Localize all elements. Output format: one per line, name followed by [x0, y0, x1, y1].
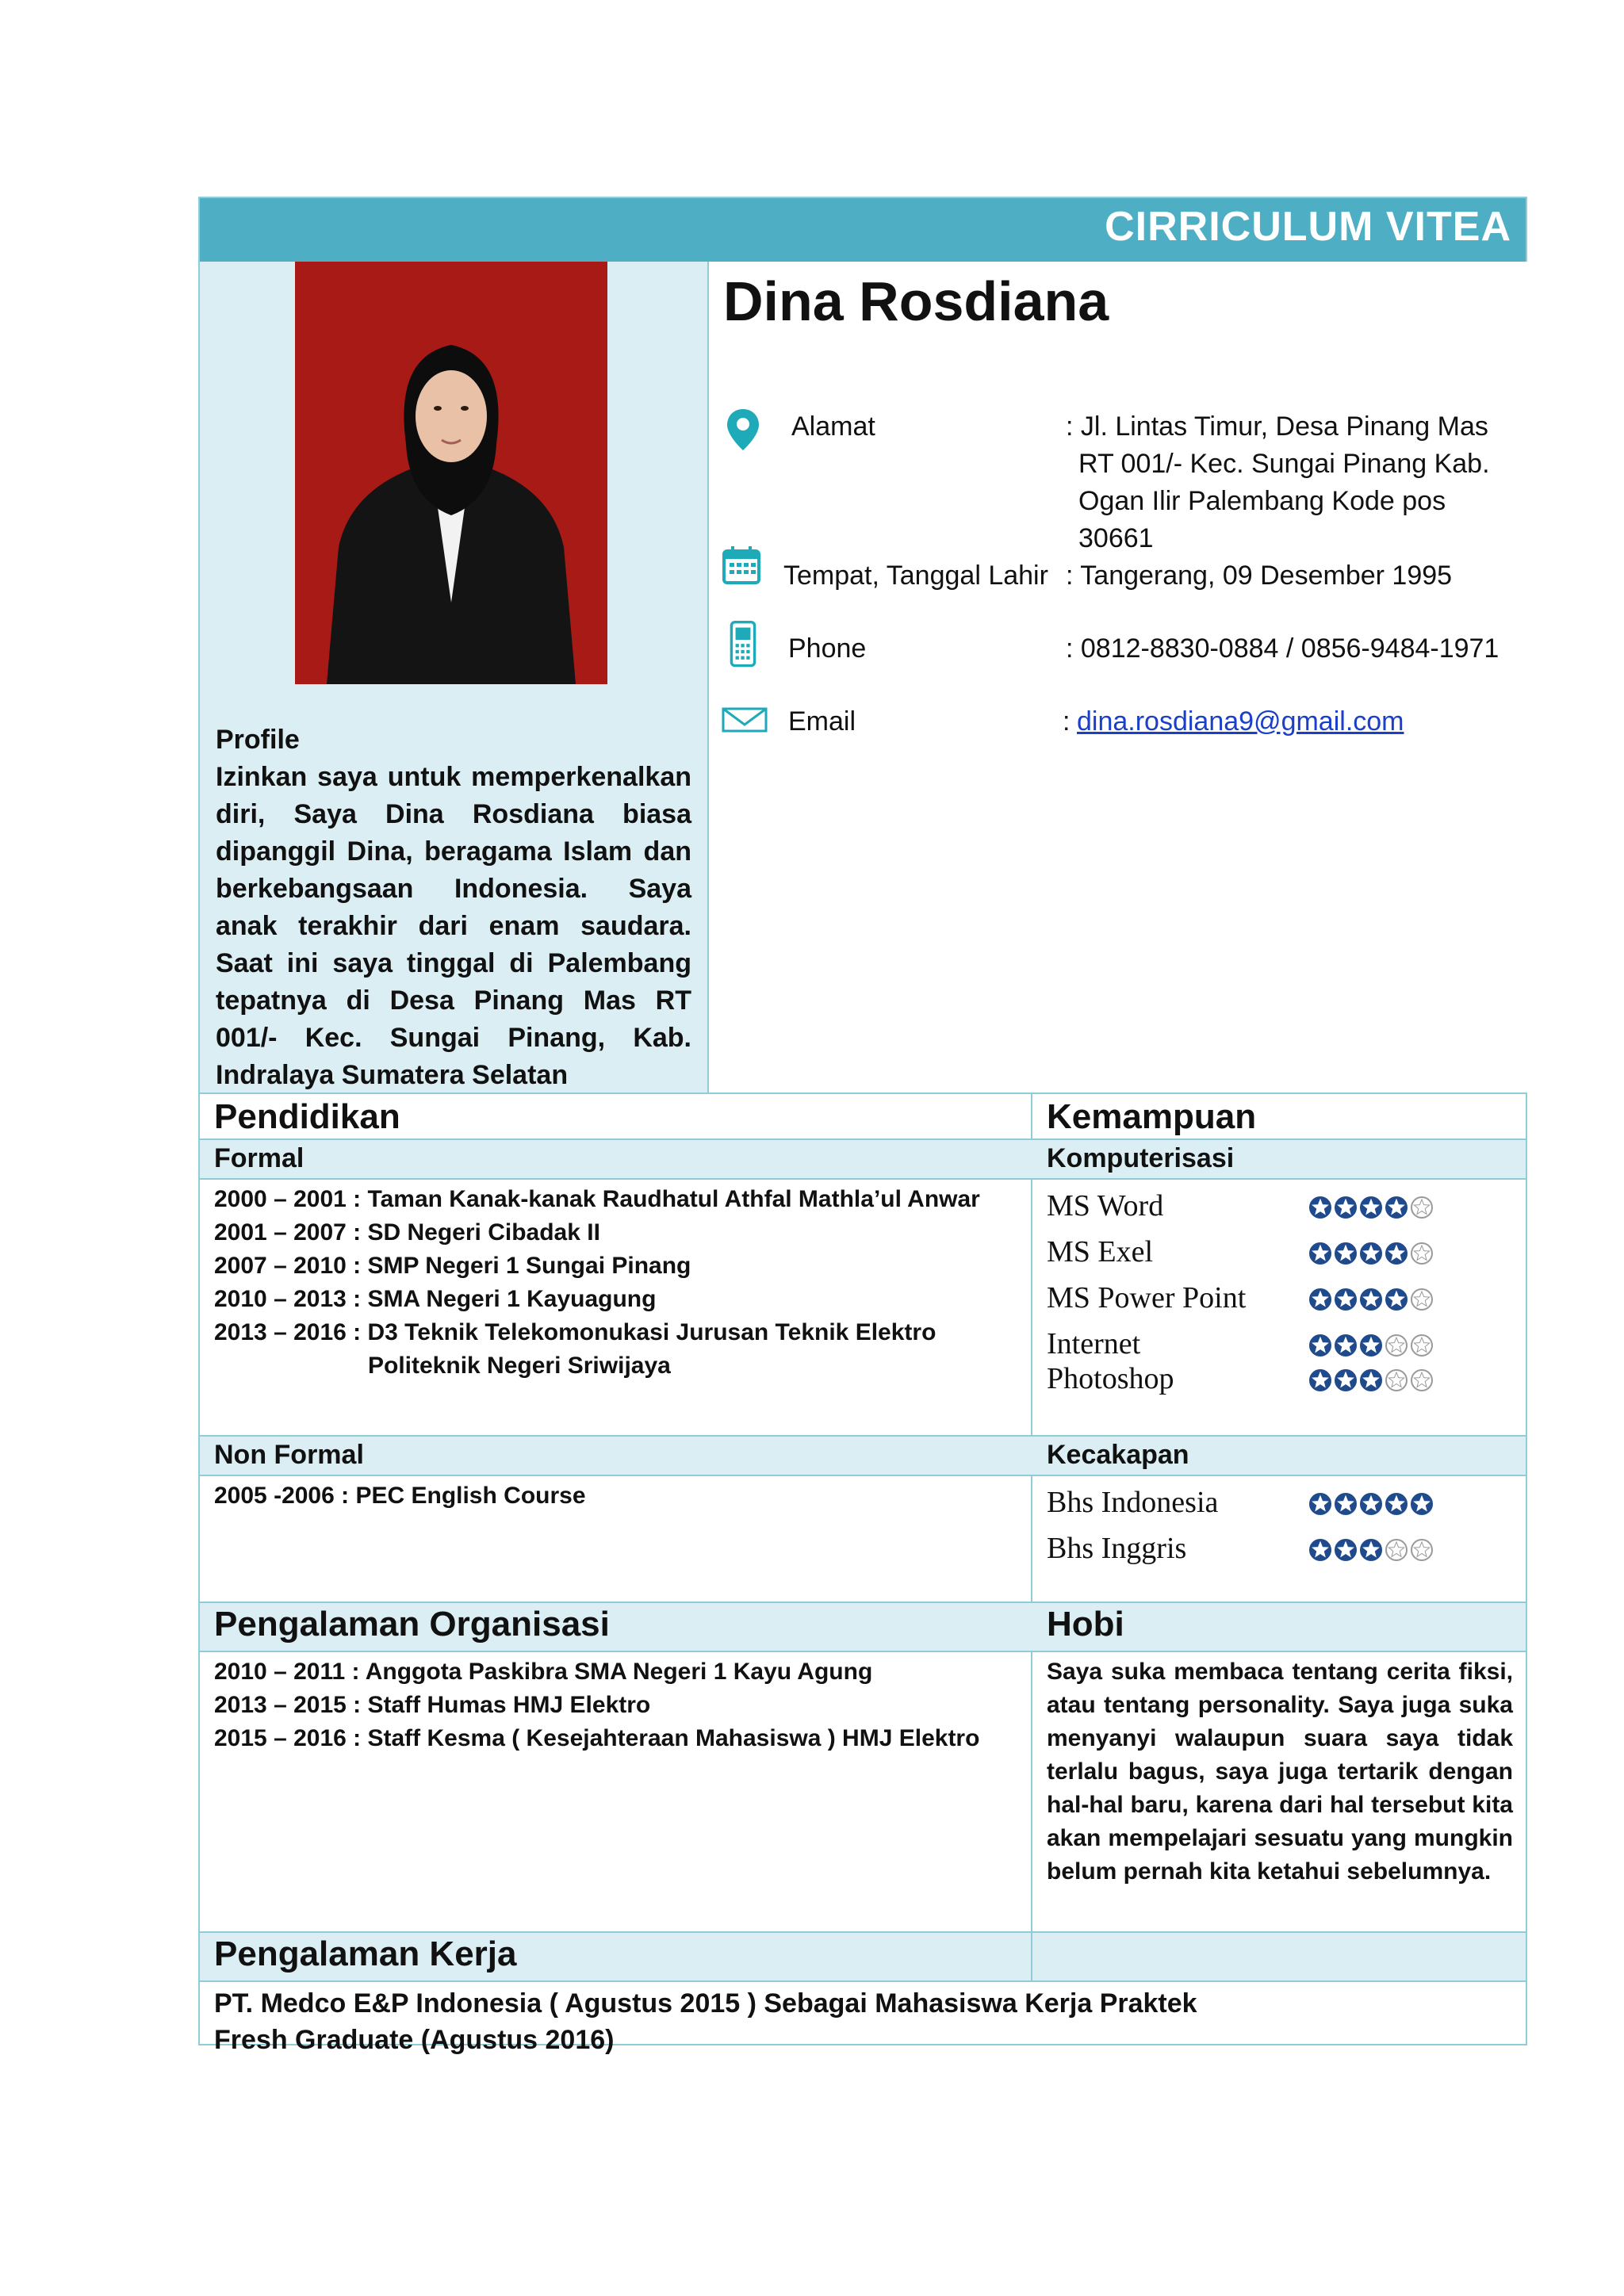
star-icon [1410, 1334, 1434, 1357]
language-name: Bhs Inggris [1047, 1532, 1187, 1565]
divider [200, 1178, 1526, 1180]
profile-heading: Profile [216, 725, 300, 755]
star-icon [1410, 1492, 1434, 1516]
nonformal-item: 2005 -2006 : PEC English Course [214, 1483, 586, 1509]
star-icon [1359, 1368, 1383, 1392]
phone-label: Phone [788, 633, 867, 664]
star-icon [1334, 1288, 1358, 1311]
star-icon [1385, 1538, 1408, 1562]
star-icon [1410, 1196, 1434, 1219]
star-icon [1334, 1538, 1358, 1562]
star-icon [1359, 1492, 1383, 1516]
formal-item: 2010 – 2013 : SMA Negeri 1 Kayuagung [214, 1286, 657, 1312]
work-heading: Pengalaman Kerja [214, 1934, 517, 1973]
star-icon [1385, 1196, 1408, 1219]
divider [200, 1931, 1526, 1933]
organization-item: 2013 – 2015 : Staff Humas HMJ Elektro [214, 1692, 651, 1718]
star-icon [1410, 1368, 1434, 1392]
skill-name: MS Exel [1047, 1235, 1154, 1269]
organization-item: 2015 – 2016 : Staff Kesma ( Kesejahteraan Mahasiswa ) HMJ Elektro [214, 1725, 980, 1751]
skill-name: Internet [1047, 1327, 1141, 1360]
address-line-4: 30661 [1078, 523, 1154, 553]
work-item: PT. Medco E&P Indonesia ( Agustus 2015 ) Sebagai Mahasiswa Kerja Praktek [214, 1988, 1197, 2019]
person-name: Dina Rosdiana [723, 270, 1109, 332]
birth-value: : Tangerang, 09 Desember 1995 [1066, 561, 1453, 591]
divider [200, 1980, 1526, 1982]
divider [200, 1601, 1526, 1603]
star-icon [1334, 1334, 1358, 1357]
column-divider [1031, 1933, 1032, 1980]
rating-stars [1308, 1196, 1434, 1219]
rating-stars [1308, 1492, 1434, 1516]
rating-stars [1308, 1334, 1434, 1357]
location-pin-icon [723, 406, 763, 453]
star-icon [1385, 1368, 1408, 1392]
star-icon [1410, 1288, 1434, 1311]
left-panel [200, 262, 707, 1093]
hobby-heading: Hobi [1047, 1605, 1124, 1644]
right-panel [707, 262, 1527, 1093]
star-icon [1308, 1196, 1332, 1219]
formal-item: Politeknik Negeri Sriwijaya [368, 1353, 671, 1379]
divider [200, 1651, 1526, 1652]
star-icon [1385, 1242, 1408, 1265]
formal-heading: Formal [214, 1143, 304, 1173]
cv-document [198, 197, 1527, 2055]
person-silhouette [295, 262, 607, 684]
star-icon [1410, 1242, 1434, 1265]
star-icon [1308, 1242, 1332, 1265]
profile-section [216, 721, 691, 1094]
nonformal-heading: Non Formal [214, 1440, 364, 1470]
email-label: Email [788, 706, 856, 737]
star-icon [1359, 1242, 1383, 1265]
address-value: : Jl. Lintas Timur, Desa Pinang Mas [1066, 411, 1488, 442]
language-heading: Kecakapan [1047, 1440, 1189, 1470]
star-icon [1385, 1334, 1408, 1357]
sub-band [200, 1437, 1526, 1475]
star-icon [1385, 1288, 1408, 1311]
email-colon: : [1063, 706, 1071, 737]
star-icon [1334, 1368, 1358, 1392]
star-icon [1308, 1368, 1332, 1392]
formal-item: 2001 – 2007 : SD Negeri Cibadak II [214, 1219, 600, 1246]
cv-title: CIRRICULUM VITEA [1105, 204, 1511, 250]
star-icon [1359, 1538, 1383, 1562]
birth-label: Tempat, Tanggal Lahir [783, 561, 1048, 591]
organization-heading: Pengalaman Organisasi [214, 1605, 610, 1644]
star-icon [1334, 1492, 1358, 1516]
address-label: Alamat [791, 411, 875, 442]
star-icon [1410, 1538, 1434, 1562]
profile-text: Izinkan saya untuk memperkenalkan diri, Saya Dina Rosdiana biasa dipanggil Dina, beragama Islam dan berkebangsaan Indonesia. Saya anak terakhir dari enam saudara. Saat ini saya tinggal di Palembang tepatnya di Desa Pinang Mas RT 001/- Kec. Sungai Pinang, Kab. Indralaya Sumatera Selatan [216, 762, 691, 1090]
rating-stars [1308, 1538, 1434, 1562]
star-icon [1308, 1538, 1332, 1562]
formal-item: 2007 – 2010 : SMP Negeri 1 Sungai Pinang [214, 1253, 691, 1279]
column-divider [1031, 1093, 1032, 1933]
formal-item: 2000 – 2001 : Taman Kanak-kanak Raudhatul Athfal Mathla’ul Anwar [214, 1186, 980, 1212]
star-icon [1359, 1334, 1383, 1357]
star-icon [1308, 1492, 1332, 1516]
email-link[interactable]: dina.rosdiana9@gmail.com [1077, 706, 1404, 737]
star-icon [1334, 1196, 1358, 1219]
profile-photo [295, 262, 607, 684]
mail-icon [722, 706, 768, 734]
phone-icon [723, 621, 763, 668]
formal-item: 2013 – 2016 : D3 Teknik Telekomonukasi Jurusan Teknik Elektro [214, 1319, 936, 1345]
star-icon [1308, 1334, 1332, 1357]
skill-name: MS Word [1047, 1189, 1164, 1223]
star-icon [1359, 1196, 1383, 1219]
calendar-icon [722, 543, 761, 591]
sub-band [200, 1140, 1526, 1178]
divider [200, 1475, 1526, 1476]
skill-name: MS Power Point [1047, 1281, 1247, 1314]
star-icon [1359, 1288, 1383, 1311]
rating-stars [1308, 1288, 1434, 1311]
address-line-3: Ogan Ilir Palembang Kode pos [1078, 486, 1446, 516]
divider [200, 1138, 1526, 1140]
work-item: Fresh Graduate (Agustus 2016) [214, 2025, 615, 2055]
organization-item: 2010 – 2011 : Anggota Paskibra SMA Negeri 1 Kayu Agung [214, 1659, 873, 1685]
star-icon [1385, 1492, 1408, 1516]
skills-heading: Kemampuan [1047, 1097, 1257, 1136]
language-name: Bhs Indonesia [1047, 1486, 1219, 1519]
star-icon [1308, 1288, 1332, 1311]
rating-stars [1308, 1242, 1434, 1265]
star-icon [1334, 1242, 1358, 1265]
skill-name: Photoshop [1047, 1362, 1174, 1395]
hobby-text: Saya suka membaca tentang cerita fiksi, atau tentang personality. Saya juga suka menyanyi walaupun suara saya tidak terlalu bagus, saya juga tertarik dengan hal-hal baru, karena dari hal tersebut kita akan mempelajari sesuatu yang mungkin belum pernah kita ketahui sebelumnya. [1047, 1659, 1513, 1885]
divider [200, 1093, 1526, 1094]
education-heading: Pendidikan [214, 1097, 400, 1136]
computer-heading: Komputerisasi [1047, 1143, 1235, 1173]
divider [200, 1435, 1526, 1437]
rating-stars [1308, 1368, 1434, 1392]
title-bar [200, 198, 1526, 262]
phone-value: : 0812-8830-0884 / 0856-9484-1971 [1066, 633, 1500, 664]
address-line-2: RT 001/- Kec. Sungai Pinang Kab. [1078, 449, 1490, 479]
